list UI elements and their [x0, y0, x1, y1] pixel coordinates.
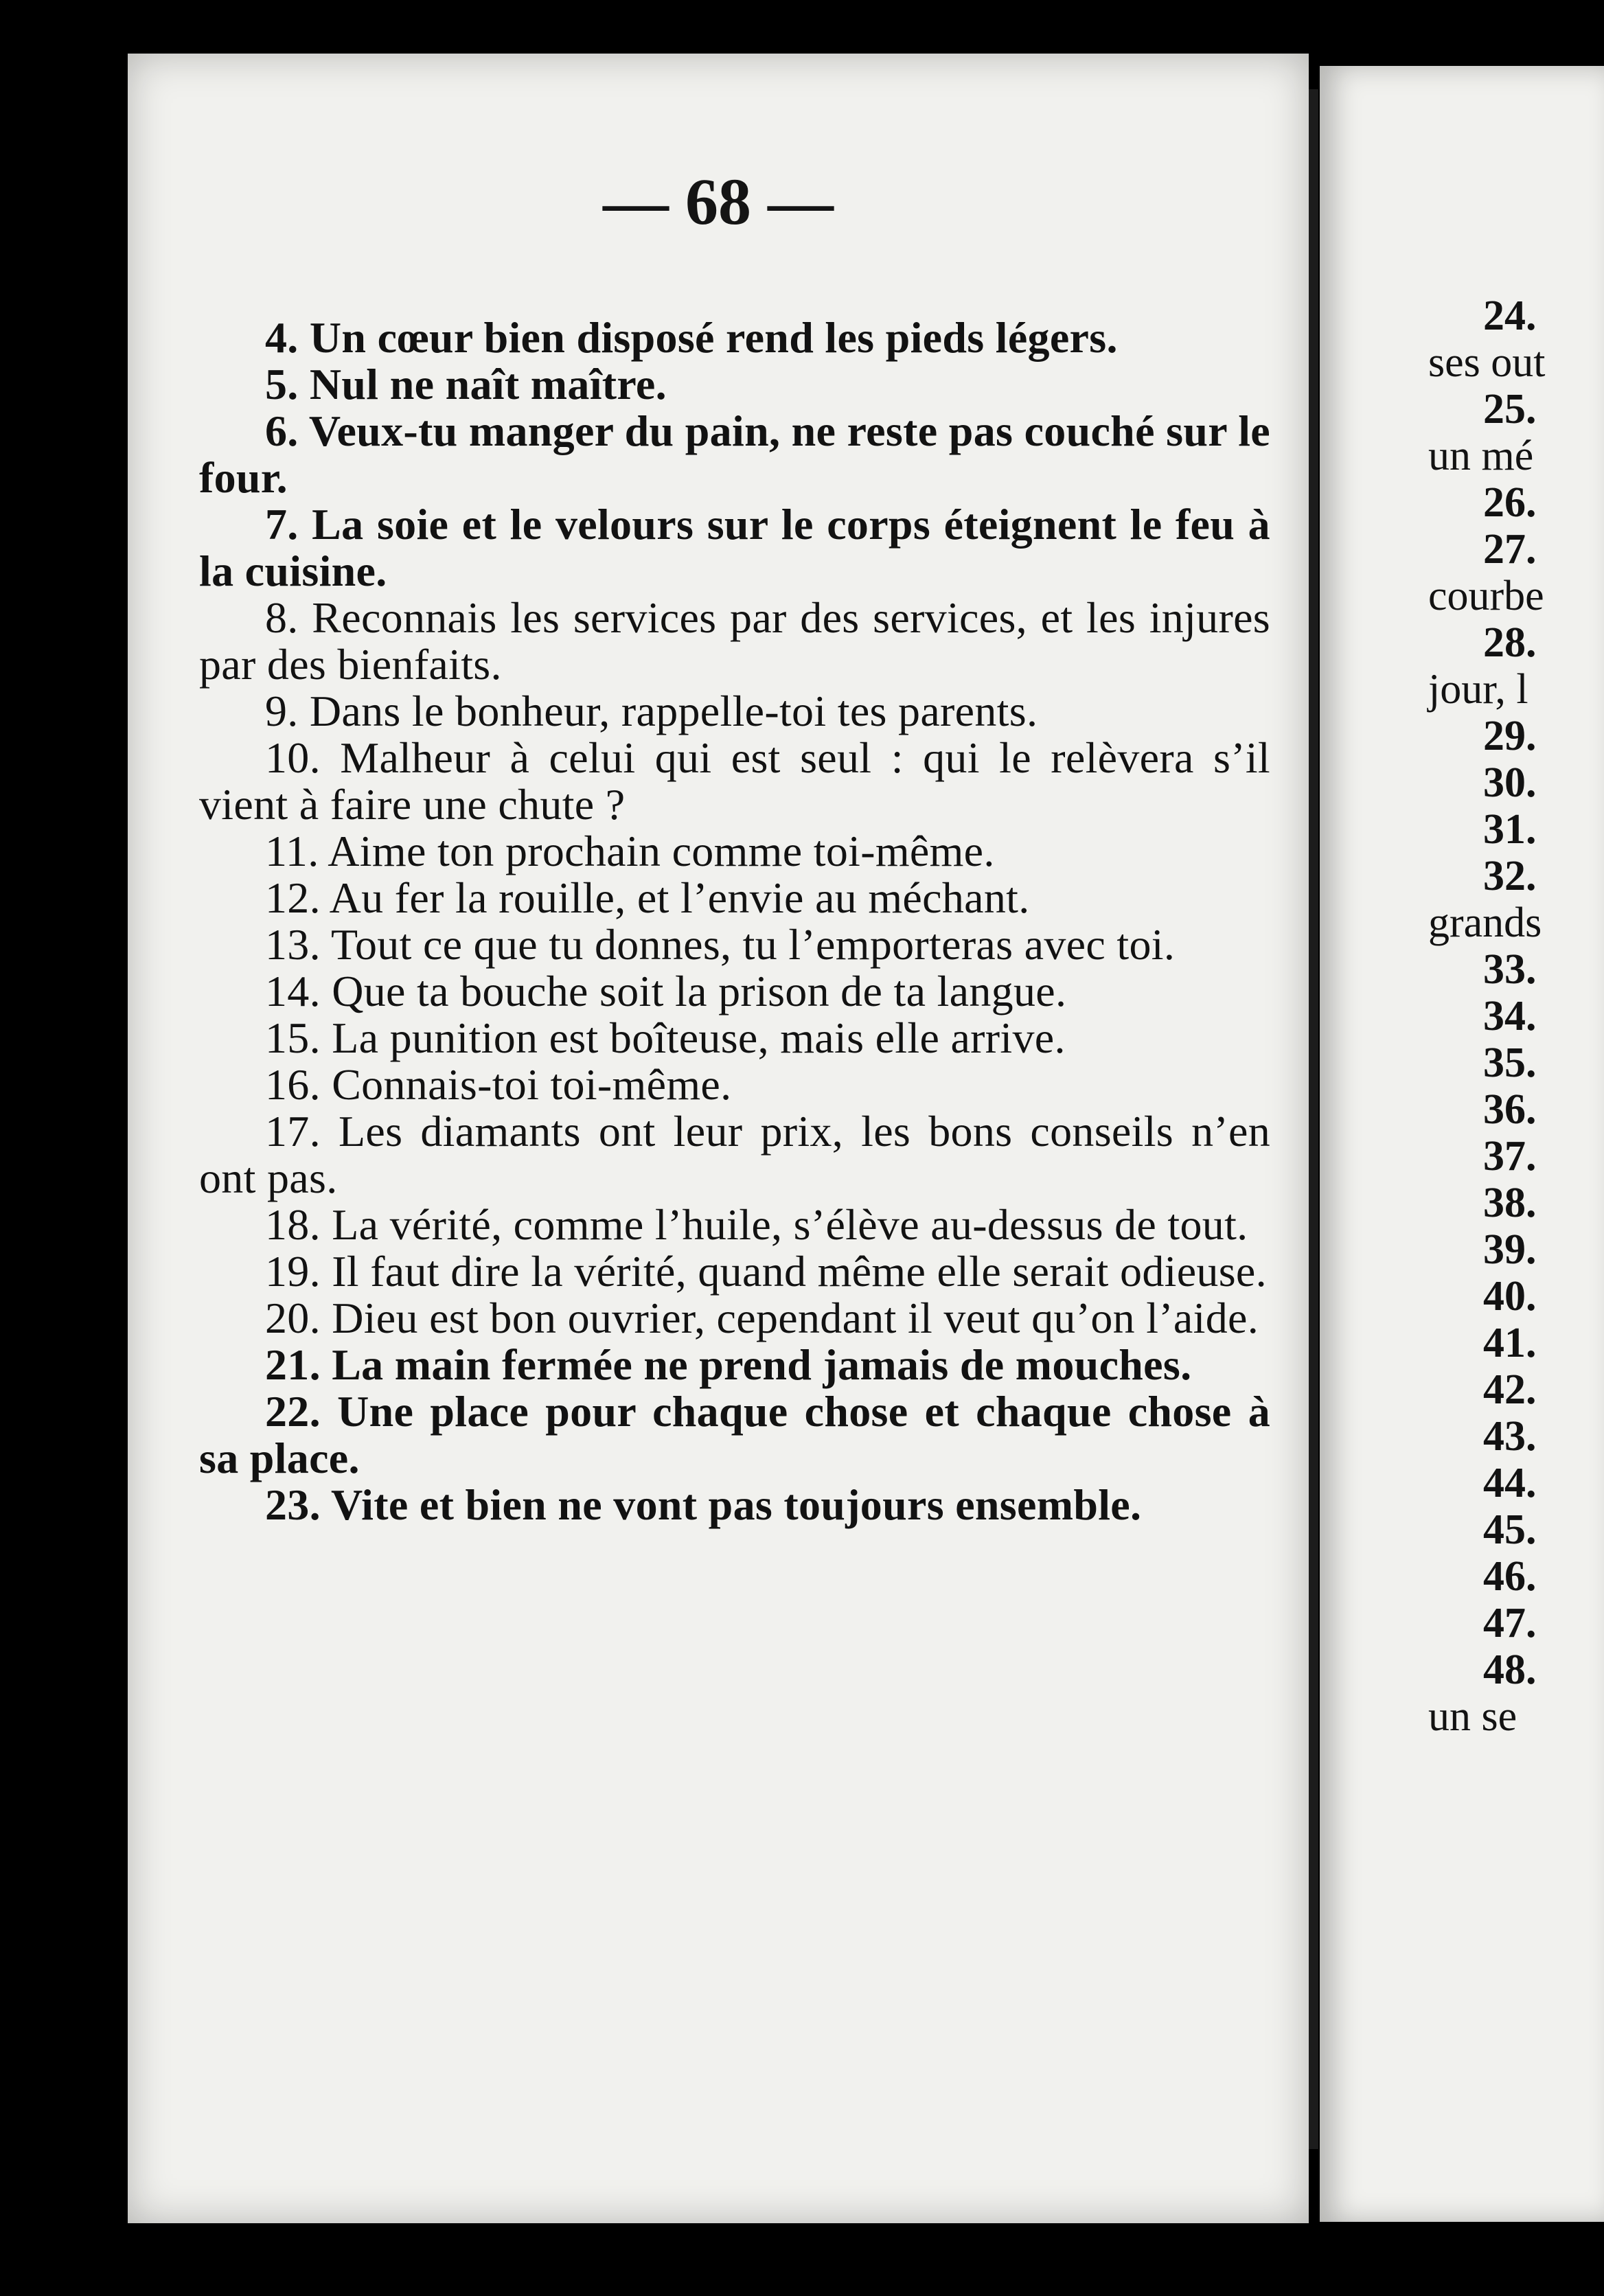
right-fragment: grands — [1428, 899, 1542, 946]
right-fragment: 27. — [1483, 526, 1537, 573]
right-fragment: 36. — [1483, 1086, 1537, 1133]
proverb-list — [199, 314, 1270, 1528]
proverb-entry: 12. Au fer la rouille, et l’envie au méchant. — [265, 873, 1030, 922]
right-fragment: 29. — [1483, 713, 1537, 759]
right-fragment: 48. — [1483, 1646, 1537, 1693]
right-fragment: courbe — [1428, 573, 1544, 619]
right-fragment: 31. — [1483, 806, 1537, 853]
page-number: — 68 — — [603, 165, 834, 238]
proverb-entry: 9. Dans le bonheur, rappelle-toi tes parents. — [265, 687, 1038, 735]
right-fragment: ses out — [1428, 339, 1546, 386]
proverb-entry: 16. Connais-toi toi-même. — [265, 1060, 732, 1109]
right-fragment: un mé — [1428, 433, 1534, 479]
proverb-entry: 21. La main fermée ne prend jamais de mouches. — [265, 1340, 1192, 1389]
right-fragment: 26. — [1483, 479, 1537, 526]
right-fragment: 41. — [1483, 1320, 1537, 1366]
proverb-entry: 19. Il faut dire la vérité, quand même elle serait odieuse. — [265, 1247, 1267, 1296]
right-fragment: 45. — [1483, 1506, 1537, 1553]
proverb-entry: 6. Veux-tu manger du pain, ne reste pas couché sur le four. — [199, 406, 1270, 502]
proverb-entry: 8. Reconnais les services par des services, et les injures par des bienfaits. — [199, 593, 1270, 689]
proverb-entry: 22. Une place pour chaque chose et chaque chose à sa place. — [199, 1387, 1270, 1482]
right-fragment: 38. — [1483, 1180, 1537, 1226]
right-fragment: 25. — [1483, 386, 1537, 433]
right-fragment: 33. — [1483, 946, 1537, 993]
proverb-entry: 11. Aime ton prochain comme toi-même. — [265, 827, 995, 875]
proverb-entry: 23. Vite et bien ne vont pas toujours ensemble. — [265, 1480, 1142, 1529]
right-fragment: 34. — [1483, 993, 1537, 1040]
proverb-entry: 7. La soie et le velours sur le corps éteignent le feu à la cuisine. — [199, 500, 1270, 595]
right-fragment: 30. — [1483, 759, 1537, 806]
right-fragment: 44. — [1483, 1460, 1537, 1506]
proverb-entry: 15. La punition est boîteuse, mais elle arrive. — [265, 1013, 1066, 1062]
right-fragment: 37. — [1483, 1133, 1537, 1180]
right-page — [1320, 66, 1604, 2222]
right-fragment: 40. — [1483, 1273, 1537, 1320]
right-fragment: 47. — [1483, 1600, 1537, 1646]
proverb-entry: 4. Un cœur bien disposé rend les pieds légers. — [265, 313, 1118, 362]
left-page — [128, 54, 1309, 2223]
right-fragment: 39. — [1483, 1226, 1537, 1273]
proverb-entry: 17. Les diamants ont leur prix, les bons conseils n’en ont pas. — [199, 1107, 1270, 1202]
proverb-entry: 13. Tout ce que tu donnes, tu l’emporteras avec toi. — [265, 920, 1176, 969]
right-fragment: jour, l — [1428, 666, 1528, 713]
proverb-entry: 20. Dieu est bon ouvrier, cependant il veut qu’on l’aide. — [265, 1294, 1259, 1342]
right-fragment: 42. — [1483, 1366, 1537, 1413]
right-fragment: 46. — [1483, 1553, 1537, 1600]
right-fragment: 32. — [1483, 853, 1537, 899]
proverb-entry: 5. Nul ne naît maître. — [265, 360, 667, 409]
right-fragment: 24. — [1483, 292, 1537, 339]
proverb-entry: 14. Que ta bouche soit la prison de ta langue. — [265, 967, 1067, 1015]
right-fragment: un se — [1428, 1693, 1517, 1740]
right-fragment: 43. — [1483, 1413, 1537, 1460]
book-gutter — [1309, 89, 1318, 2149]
right-fragment: 28. — [1483, 619, 1537, 666]
proverb-entry: 18. La vérité, comme l’huile, s’élève au-dessus de tout. — [265, 1200, 1248, 1249]
right-fragment: 35. — [1483, 1040, 1537, 1086]
right-page-fragments — [1428, 292, 1604, 1740]
proverb-entry: 10. Malheur à celui qui est seul : qui le relèvera s’il vient à faire une chute ? — [199, 733, 1270, 829]
